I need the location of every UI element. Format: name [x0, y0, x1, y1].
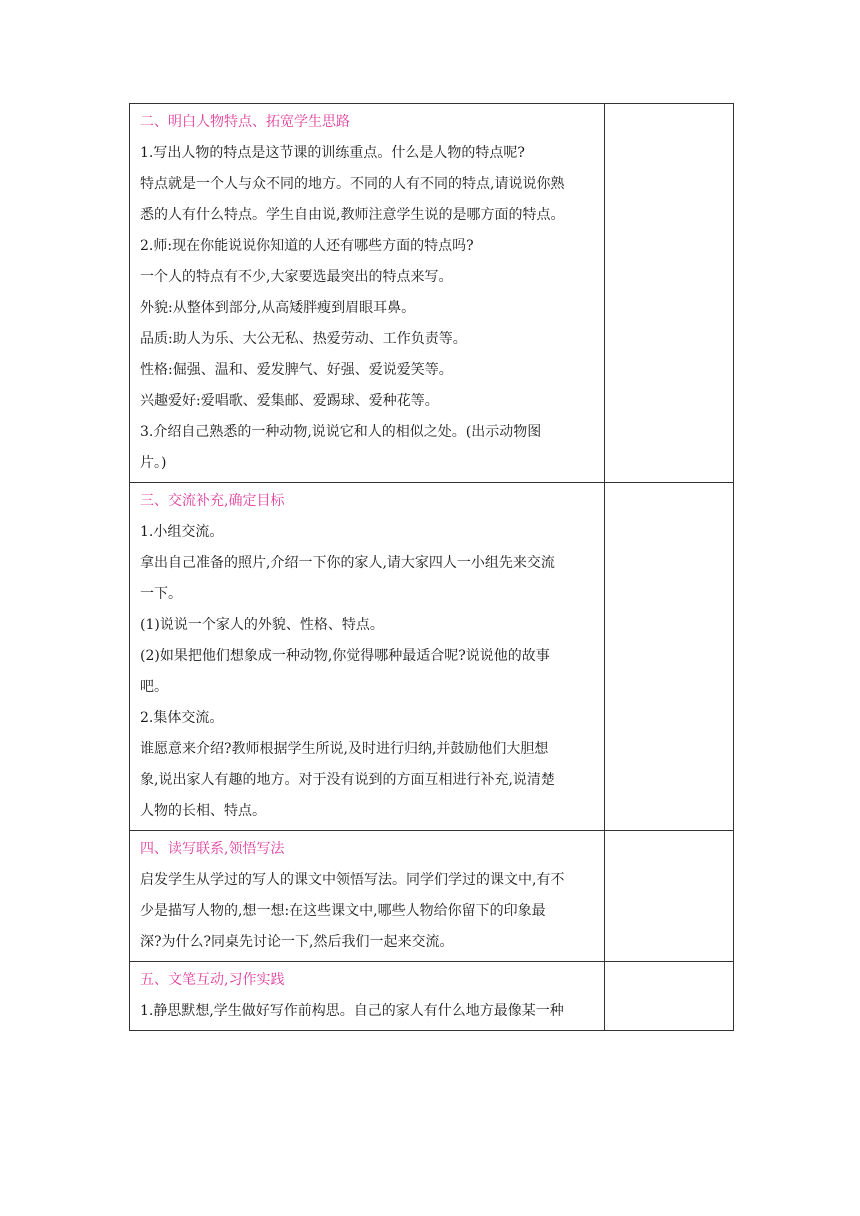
text-line: 片。)	[140, 455, 167, 471]
text-line: 拿出自己准备的照片,介绍一下你的家人,请大家四人一小组先来交流	[140, 555, 555, 571]
table-row	[130, 831, 734, 962]
lesson-plan-table	[129, 103, 734, 1031]
text-line: 谁愿意来介绍?教师根据学生所说,及时进行归纳,并鼓励他们大胆想	[140, 741, 549, 757]
table-row	[130, 104, 734, 483]
section-heading: 二、明白人物特点、拓宽学生思路	[140, 114, 350, 130]
notes-cell	[605, 483, 734, 831]
table-row	[130, 962, 734, 1031]
text-line: 外貌:从整体到部分,从高矮胖瘦到眉眼耳鼻。	[140, 300, 416, 316]
text-line: 兴趣爱好:爱唱歌、爱集邮、爱踢球、爱种花等。	[140, 393, 439, 409]
text-line: 人物的长相、特点。	[140, 803, 266, 819]
text-line: 2.集体交流。	[140, 710, 224, 726]
section-cell	[130, 831, 605, 962]
notes-cell	[605, 962, 734, 1031]
section-heading: 四、读写联系,领悟写法	[140, 841, 285, 857]
text-line: 品质:助人为乐、大公无私、热爱劳动、工作负责等。	[140, 331, 467, 347]
text-line: 3.介绍自己熟悉的一种动物,说说它和人的相似之处。(出示动物图	[140, 424, 542, 440]
table-row	[130, 483, 734, 831]
text-line: 象,说出家人有趣的地方。对于没有说到的方面互相进行补充,说清楚	[140, 772, 555, 788]
text-line: 特点就是一个人与众不同的地方。不同的人有不同的特点,请说说你熟	[140, 176, 565, 192]
text-line: 2.师:现在你能说说你知道的人还有哪些方面的特点吗?	[140, 238, 474, 254]
section-heading: 五、文笔互动,习作实践	[140, 972, 285, 988]
section-cell	[130, 104, 605, 483]
notes-cell	[605, 104, 734, 483]
text-line: 1.小组交流。	[140, 524, 224, 540]
text-line: 性格:倔强、温和、爱发脾气、好强、爱说爱笑等。	[140, 362, 453, 378]
text-line: 一下。	[140, 586, 182, 602]
text-line: 吧。	[140, 679, 168, 695]
text-line: 深?为什么?同桌先讨论一下,然后我们一起来交流。	[140, 934, 454, 950]
text-line: (2)如果把他们想象成一种动物,你觉得哪种最适合呢?说说他的故事	[140, 648, 550, 664]
text-line: (1)说说一个家人的外貌、性格、特点。	[140, 617, 384, 633]
text-line: 悉的人有什么特点。学生自由说,教师注意学生说的是哪方面的特点。	[140, 207, 565, 223]
text-line: 1.写出人物的特点是这节课的训练重点。什么是人物的特点呢?	[140, 145, 525, 161]
notes-cell	[605, 831, 734, 962]
text-line: 少是描写人物的,想一想:在这些课文中,哪些人物给你留下的印象最	[140, 903, 546, 919]
text-line: 一个人的特点有不少,大家要选最突出的特点来写。	[140, 269, 453, 285]
section-heading: 三、交流补充,确定目标	[140, 493, 285, 509]
section-cell	[130, 962, 605, 1031]
text-line: 1.静思默想,学生做好写作前构思。自己的家人有什么地方最像某一种	[140, 1003, 564, 1019]
section-cell	[130, 483, 605, 831]
text-line: 启发学生从学过的写人的课文中领悟写法。同学们学过的课文中,有不	[140, 872, 565, 888]
